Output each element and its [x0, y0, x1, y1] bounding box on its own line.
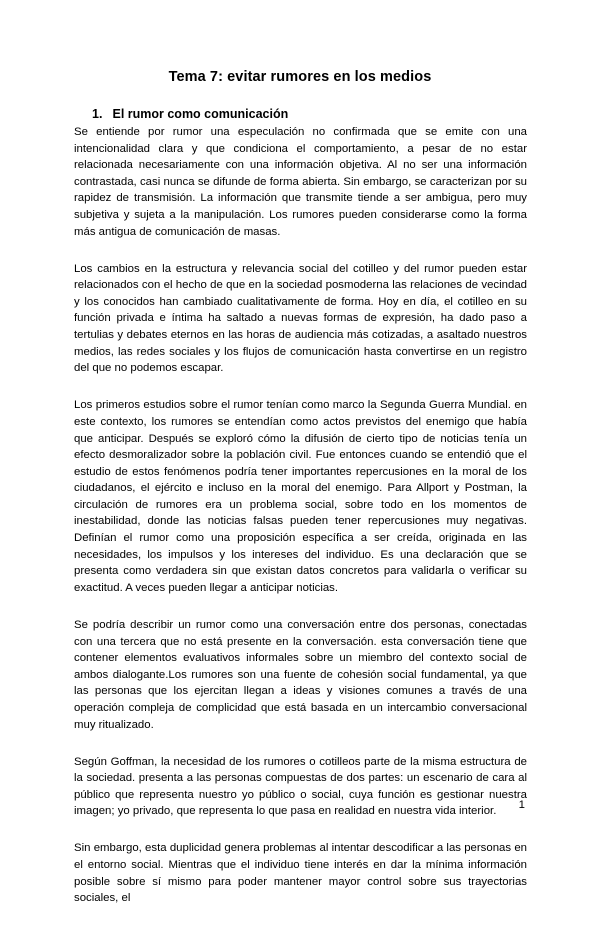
body-text — [74, 124, 527, 927]
paragraph-2: Los cambios en la estructura y relevancia social del cotilleo y del rumor pueden estar relacionados con el hecho de que en la sociedad posmoderna las relaciones de vecindad y los conocidos han cambiado cualitativamente de forma. Hoy en día, el cotilleo en su función privada e íntima ha saltado a nuevas formas de expresión, ha dado paso a tertulias y debates eternos en las horas de audiencia más cotizadas, a asaltado nuestros medios, las redes sociales y los flujos de comunicación hasta convertirse en un registro del que no podemos escapar. — [74, 262, 527, 375]
paragraph-3: Los primeros estudios sobre el rumor tenían como marco la Segunda Guerra Mundial. en este contexto, los rumores se entendían como actos previstos del enemigo que había que anticipar. Después se exploró cómo la difusión de cierto tipo de noticias tenía un efecto desmoralizador sobre la población civil. Fue entonces cuando se entendió que el estudio de estos fenómenos podría tener importantes repercusiones en la moral de los ciudadanos, el ejército e incluso en la moral del enemigo. Para Allport y Postman, la circulación de rumores era un problema social, sobre todo en los momentos de inestabilidad, donde las noticias falsas pueden tener repercusiones muy negativas. Definían el rumor como una proposición específica a ser creída, originada en las necesidades, los impulsos y los intereses del individuo. Es una declaración que se presenta como verdadera sin que existan datos concretos para validarla o verificar su exactitud. A veces pueden llegar a anticipar noticias. — [74, 399, 527, 594]
document-title: Tema 7: evitar rumores en los medios — [168, 69, 432, 85]
paragraph-4: Se podría describir un rumor como una conversación entre dos personas, conectadas con una tercera que no está presente en la conversación. esta conversación tiene que contener elementos evaluativos informales sobre un miembro del contexto social de ambos dialogante.Los rumores son una fuente de cohesión social fundamental, ya que las personas que los ejercitan llegan a ideas y visiones comunes a través de una operación compleja de complicidad que está basada en un intercambio conversacional muy ritualizado. — [74, 618, 527, 731]
paragraph-1: Se entiende por rumor una especulación no confirmada que se emite con una intencionalidad clara y que condiciona el comportamiento, a pesar de no estar relacionada necesariamente con una información objetiva. Al no ser una información contrastada, casi nunca se difunde de forma abierta. Sin embargo, se caracterizan por su rapidez de transmisión. La información que transmite tiende a ser ambigua, pero muy subjetiva y sujeta a la manipulación. Los rumores pueden considerarse como la forma más antigua de comunicación de masas. — [74, 126, 527, 238]
section-number: 1. — [92, 107, 103, 121]
paragraph-5: Según Goffman, la necesidad de los rumores o cotilleos parte de la misma estructura de la sociedad. presenta a las personas compuestas de dos partes: un escenario de cara al público que representa nuestro yo público o social, cuya función es gestionar nuestra imagen; yo privado, que representa lo que pasa en realidad en nuestra vida interior. — [74, 755, 527, 818]
section-title: El rumor como comunicación — [112, 107, 289, 121]
section-heading — [92, 107, 288, 121]
page-number: 1 — [518, 799, 525, 811]
paragraph-6: Sin embargo, esta duplicidad genera problemas al intentar descodificar a las personas en el entorno social. Mientras que el individuo tiene interés en dar la mínima información posible sobre sí mismo para poder mantener mayor control sobre sus trayectorias sociales, el — [74, 842, 527, 905]
